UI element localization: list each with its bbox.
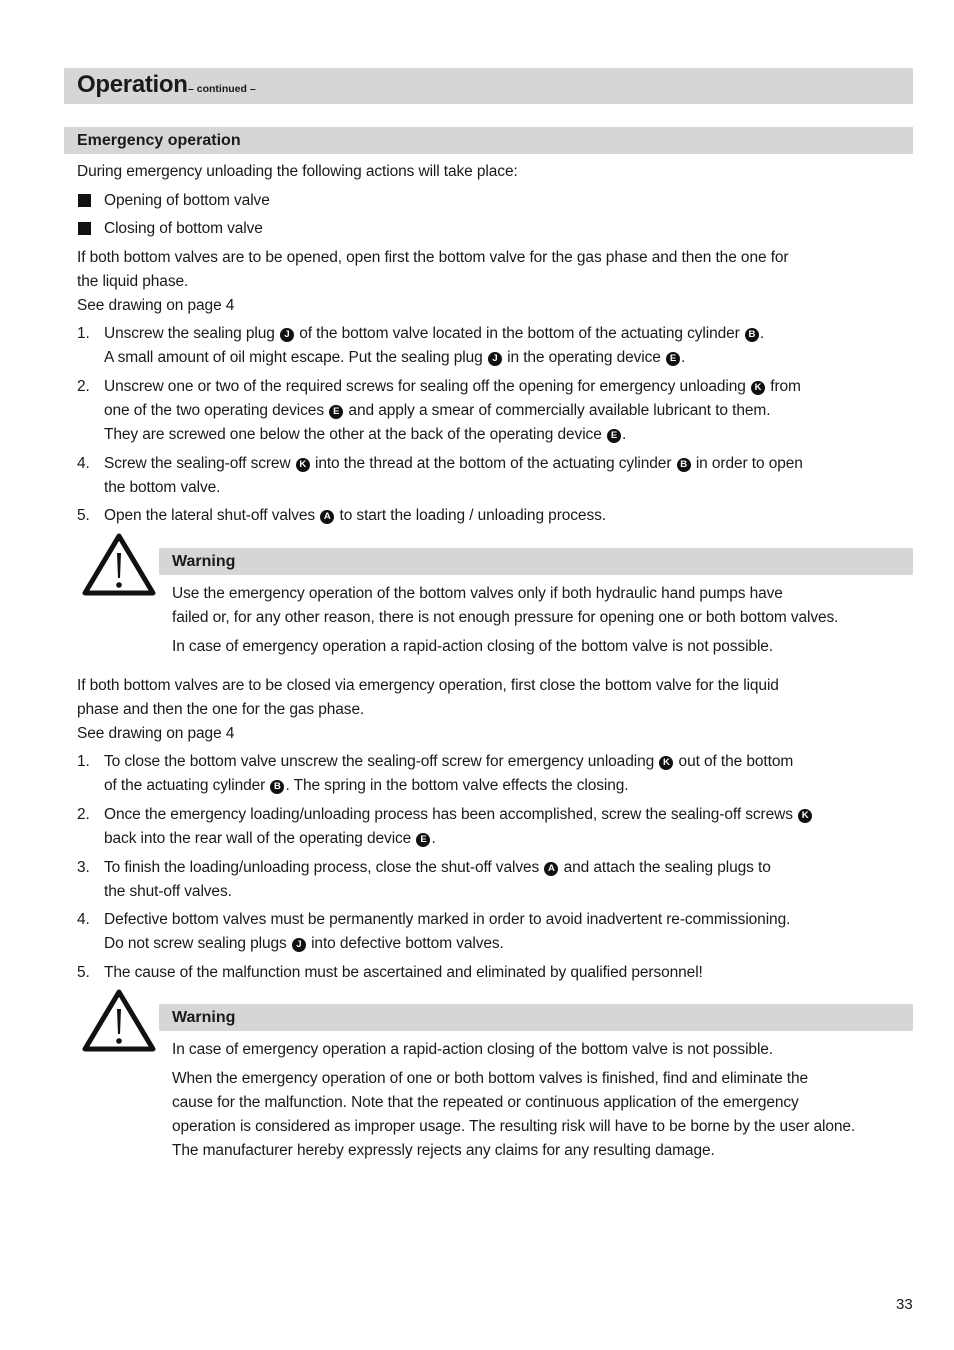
marker-b-icon: B (745, 328, 759, 342)
open-paragraph (77, 246, 788, 318)
page-subtitle: – continued – (188, 83, 256, 95)
open-step-4: Screw the sealing-off screw K into the thread at the bottom of the actuating cylinder B in order to open the bottom valve. (104, 455, 803, 496)
step-number: 5. (77, 507, 90, 524)
paragraph-line: If both bottom valves are to be opened, open first the bottom valve for the gas phase and then the one for (77, 249, 789, 266)
marker-j-icon: J (292, 938, 306, 952)
marker-e-icon: E (666, 352, 680, 366)
warning-text: Use the emergency operation of the bottom valves only if both hydraulic hand pumps have failed or, for any other reason, there is not enough pressure for opening one or both bottom valves. (172, 585, 839, 626)
marker-a-icon: A (320, 510, 334, 524)
close-step-3: To finish the loading/unloading process, close the shut-off valves A and attach the sealing plugs to the shut-off valves. (104, 859, 771, 900)
paragraph-line: the liquid phase. (77, 273, 189, 290)
step-number: 4. (77, 455, 90, 472)
section-title: Emergency operation (77, 132, 241, 149)
marker-j-icon: J (488, 352, 502, 366)
step-number: 2. (77, 378, 90, 395)
step-number: 1. (77, 753, 90, 770)
bullet-item: Closing of bottom valve (104, 220, 263, 237)
close-step-5: The cause of the malfunction must be ascertained and eliminated by qualified personnel! (104, 964, 703, 981)
warning-heading (159, 1004, 913, 1031)
page-header (64, 68, 913, 104)
step-number: 3. (77, 859, 90, 876)
open-step-5: Open the lateral shut-off valves A to start the loading / unloading process. (104, 507, 606, 524)
warning-title: Warning (172, 1009, 236, 1026)
close-step-1: To close the bottom valve unscrew the sealing-off screw for emergency unloading K out of the bottom of the actuating cylinder B . The spring in the bottom valve effects the closing. (104, 753, 794, 794)
page-number: 33 (896, 1296, 913, 1313)
step-number: 2. (77, 806, 90, 823)
marker-k-icon: K (296, 458, 310, 472)
paragraph-line: If both bottom valves are to be closed via emergency operation, first close the bottom valve for the liquid (77, 677, 779, 694)
marker-b-icon: B (270, 780, 284, 794)
marker-e-icon: E (329, 405, 343, 419)
warning-heading (159, 548, 913, 575)
warning-text: In case of emergency operation a rapid-action closing of the bottom valve is not possible. (172, 638, 774, 655)
warning-text: In case of emergency operation a rapid-action closing of the bottom valve is not possible. (172, 1041, 774, 1058)
close-paragraph (77, 674, 779, 746)
warning-triangle-icon (81, 987, 157, 1053)
warning-triangle-icon (81, 531, 157, 597)
marker-k-icon: K (659, 756, 673, 770)
intro-text: During emergency unloading the following actions will take place: (77, 163, 518, 180)
bullet-square-icon (78, 194, 91, 207)
marker-k-icon: K (798, 809, 812, 823)
marker-a-icon: A (544, 862, 558, 876)
see-drawing-reference: See drawing on page 4 (77, 297, 235, 314)
warning-title: Warning (172, 553, 236, 570)
marker-e-icon: E (416, 833, 430, 847)
bullet-item: Opening of bottom valve (104, 192, 270, 209)
see-drawing-reference: See drawing on page 4 (77, 725, 235, 742)
marker-b-icon: B (677, 458, 691, 472)
paragraph-line: phase and then the one for the gas phase. (77, 701, 365, 718)
step-number: 1. (77, 325, 90, 342)
marker-j-icon: J (280, 328, 294, 342)
bullet-square-icon (78, 222, 91, 235)
close-step-4: Defective bottom valves must be permanently marked in order to avoid inadvertent re-commissioning. Do not screw sealing plugs J into defective bottom valves. (104, 911, 791, 952)
step-number: 5. (77, 964, 90, 981)
step-number: 4. (77, 911, 90, 928)
warning-text: When the emergency operation of one or both bottom valves is finished, find and eliminate the cause for the malfunction. Note that the repeated or continuous application of the emergency operation is considered as improper usage. The resulting risk will have to be borne by the user alone. The manufacturer hereby expressly rejects any claims for any resulting damage. (172, 1070, 856, 1159)
section-heading (64, 127, 913, 154)
marker-e-icon: E (607, 429, 621, 443)
open-step-1: Unscrew the sealing plug J of the bottom valve located in the bottom of the actuating cylinder B . A small amount of oil might escape. Put the sealing plug J in the operating device E . (104, 325, 765, 366)
close-step-2: Once the emergency loading/unloading process has been accomplished, screw the sealing-off screws K back into the rear wall of the operating device E . (104, 803, 813, 851)
page-title: Operation (77, 71, 188, 98)
marker-k-icon: K (751, 381, 765, 395)
open-step-2: Unscrew one or two of the required screws for sealing off the opening for emergency unloading K from one of the two operating devices E and apply a smear of commercially available lubricant to them. They are screwed one below the other at the back of the operating device E . (104, 378, 801, 443)
